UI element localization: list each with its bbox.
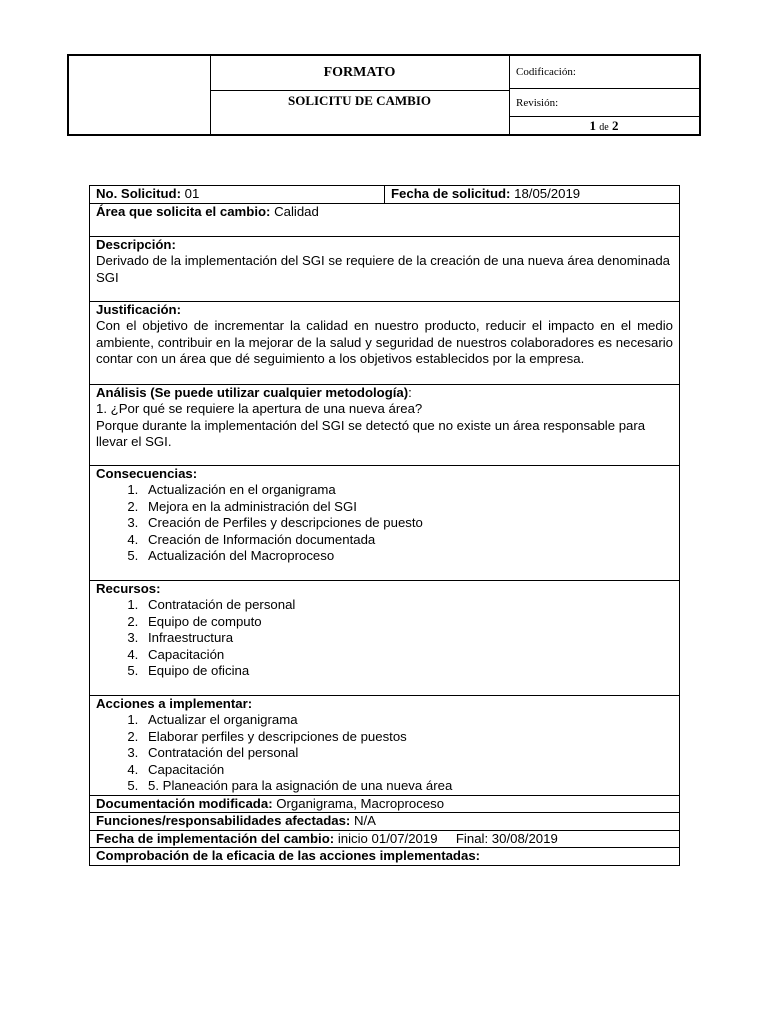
cell-implementacion — [90, 830, 680, 848]
acciones-list — [96, 712, 673, 795]
recursos-label: Recursos: — [96, 580, 161, 596]
consecuencias-list — [96, 482, 673, 565]
page-current: 1 — [589, 118, 597, 133]
header-title-divider — [210, 90, 509, 91]
list-item: 4. Capacitación — [142, 647, 673, 664]
implementacion-value: inicio 01/07/2019 Final: 30/08/2019 — [334, 830, 558, 846]
list-item: 4. Creación de Información documentada — [142, 532, 673, 549]
document-header — [67, 54, 701, 136]
implementacion-label: Fecha de implementación del cambio: — [96, 830, 335, 846]
numero-solicitud-value: 01 — [180, 186, 200, 201]
header-revision-label: Revisión: — [516, 97, 559, 109]
consecuencias-label: Consecuencias: — [96, 465, 198, 481]
list-item: 5. Equipo de oficina — [142, 663, 673, 680]
page-total: 2 — [611, 118, 619, 133]
row-acciones — [90, 695, 680, 795]
row-consecuencias — [90, 465, 680, 580]
documentacion-value: Organigrama, Macroproceso — [272, 795, 445, 811]
acciones-label: Acciones a implementar: — [96, 695, 253, 711]
row-justificacion — [90, 301, 680, 384]
header-codificacion-label: Codificación: — [516, 66, 576, 78]
justificacion-label: Justificación: — [96, 301, 182, 317]
descripcion-label: Descripción: — [96, 236, 176, 252]
header-formato: FORMATO — [323, 65, 396, 80]
list-item: 3. Infraestructura — [142, 630, 673, 647]
header-page-number — [509, 118, 699, 134]
analisis-answer: Porque durante la implementación del SGI se detectó que no existe un área responsable para llevar el SGI. — [96, 417, 646, 449]
list-item: 3. Contratación del personal — [142, 745, 673, 762]
funciones-label: Funciones/responsabilidades afectadas: — [96, 813, 351, 828]
row-analisis — [90, 384, 680, 465]
cell-comprobacion — [90, 848, 680, 866]
analisis-question: 1. ¿Por qué se requiere la apertura de una nueva área? — [96, 401, 423, 416]
header-revision-divider — [509, 116, 699, 117]
cell-descripcion — [90, 236, 680, 301]
analisis-colon: : — [408, 384, 412, 400]
area-label: Área que solicita el cambio: — [96, 203, 271, 219]
funciones-value: N/A — [350, 813, 376, 828]
list-item: 1. Actualizar el organigrama — [142, 712, 673, 729]
row-area — [90, 203, 680, 236]
row-descripcion — [90, 236, 680, 301]
cell-funciones — [90, 813, 680, 831]
analisis-label: Análisis (Se puede utilizar cualquier metodología) — [96, 384, 409, 400]
list-item: 5. 5. Planeación para la asignación de una nueva área — [142, 778, 673, 795]
row-documentacion — [90, 795, 680, 813]
recursos-list — [96, 597, 673, 680]
list-item: 4. Capacitación — [142, 762, 673, 779]
cell-recursos — [90, 580, 680, 695]
list-item: 3. Creación de Perfiles y descripciones de puesto — [142, 515, 673, 532]
row-comprobacion — [90, 848, 680, 866]
header-code-divider — [509, 88, 699, 89]
cell-analisis — [90, 384, 680, 465]
cell-acciones — [90, 695, 680, 795]
list-item: 2. Mejora en la administración del SGI — [142, 499, 673, 516]
row-implementacion — [90, 830, 680, 848]
cell-area — [90, 203, 680, 236]
row-recursos — [90, 580, 680, 695]
header-subtitle: SOLICITU DE CAMBIO — [287, 93, 432, 108]
page-of: de — [599, 122, 609, 133]
justificacion-text: Con el objetivo de incrementar la calidad en nuestro producto, reducir el impacto en el medio ambiente, contribuir en la mejorar de la salud y seguridad de nuestros colaboradores es necesario contar con un área que dé seguimiento a los objetivos establecidos por la empresa. — [96, 318, 673, 366]
numero-solicitud-label: No. Solicitud: — [96, 186, 181, 201]
change-request-form — [89, 185, 680, 866]
list-item: 1. Actualización en el organigrama — [142, 482, 673, 499]
list-item: 5. Actualización del Macroproceso — [142, 548, 673, 565]
cell-fecha-solicitud — [385, 186, 680, 204]
cell-justificacion — [90, 301, 680, 384]
row-funciones — [90, 813, 680, 831]
cell-numero-solicitud — [90, 186, 385, 204]
fecha-solicitud-label: Fecha de solicitud: — [391, 186, 511, 201]
documentacion-label: Documentación modificada: — [96, 795, 273, 811]
list-item: 2. Equipo de computo — [142, 614, 673, 631]
list-item: 2. Elaborar perfiles y descripciones de puestos — [142, 729, 673, 746]
row-solicitud — [90, 186, 680, 204]
cell-documentacion — [90, 795, 680, 813]
cell-consecuencias — [90, 465, 680, 580]
comprobacion-label: Comprobación de la eficacia de las acciones implementadas: — [96, 848, 481, 863]
list-item: 1. Contratación de personal — [142, 597, 673, 614]
area-value: Calidad — [270, 203, 319, 219]
descripcion-text: Derivado de la implementación del SGI se requiere de la creación de una nueva área denominada SGI — [96, 253, 671, 285]
fecha-solicitud-value: 18/05/2019 — [510, 186, 581, 201]
